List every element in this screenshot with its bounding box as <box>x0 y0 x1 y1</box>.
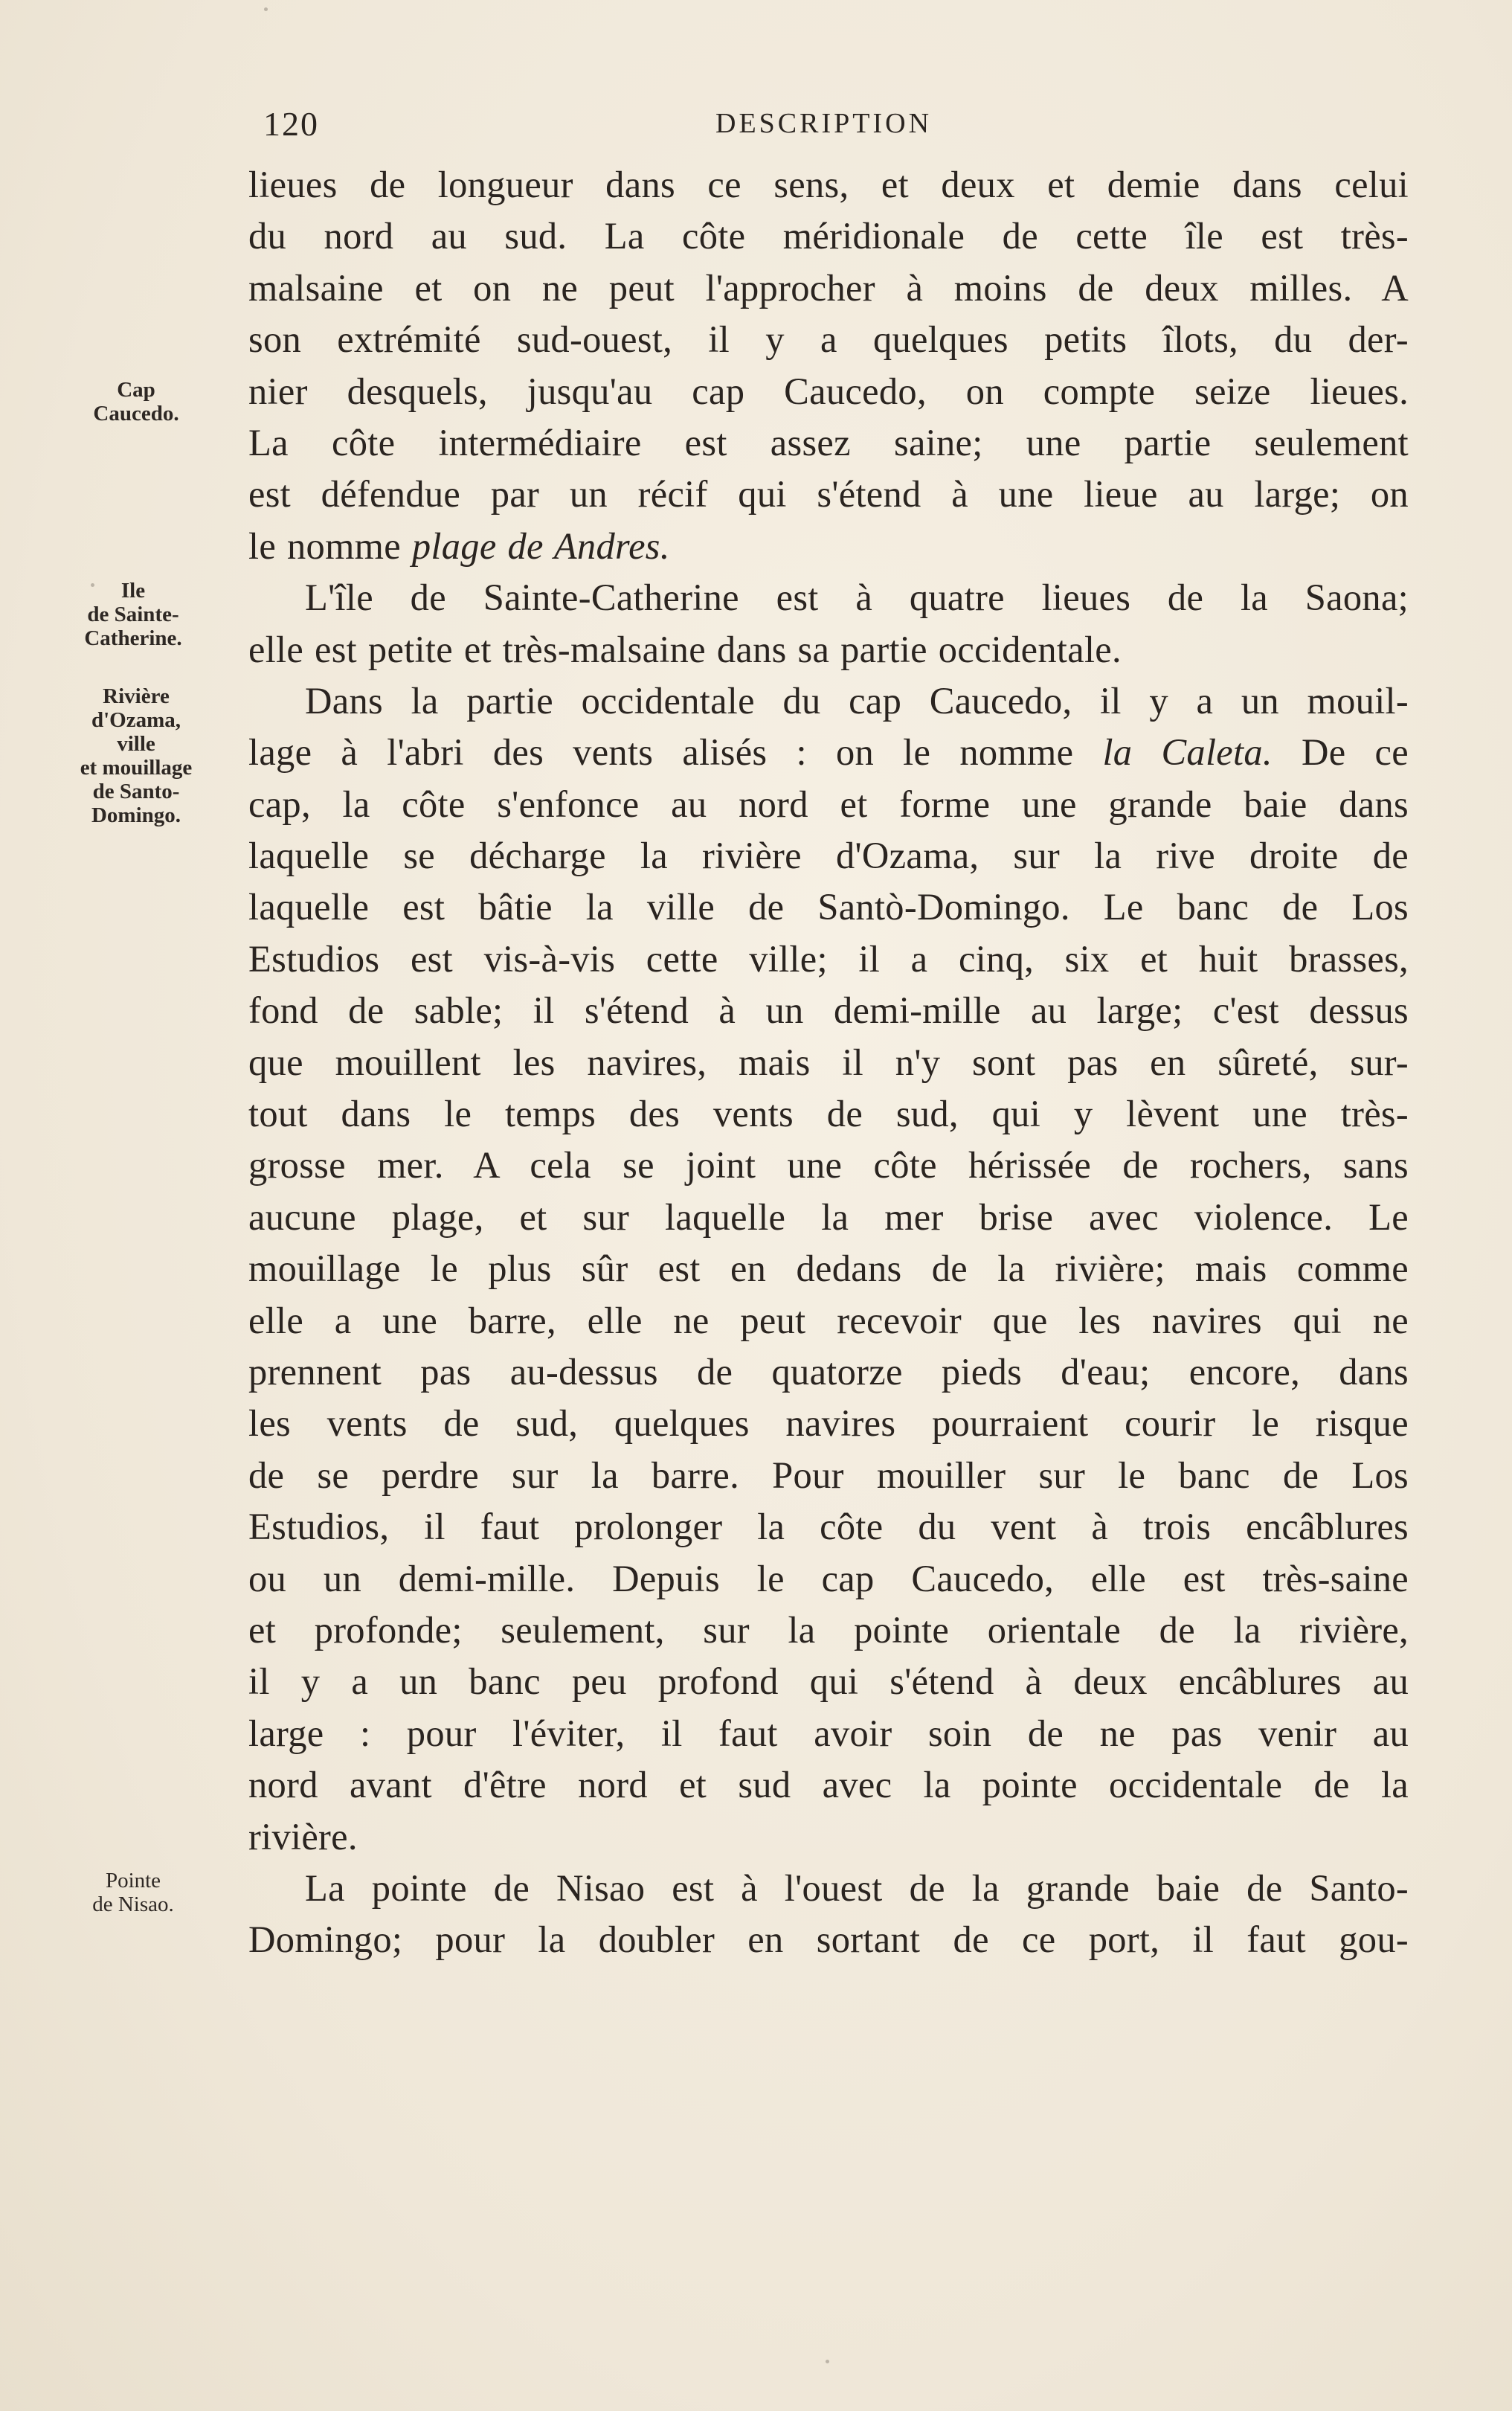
text-line: La côte intermédiaire est assez saine; une partie seulement <box>248 421 1409 463</box>
margin-note-ile-sainte-catherine <box>55 579 211 650</box>
italic-run: la Caleta. <box>1102 731 1273 774</box>
text-line: cap, la côte s'enfonce au nord et forme une grande baie dans <box>248 783 1409 825</box>
margin-note-line: Caucedo. <box>93 402 179 426</box>
text-line: est défendue par un récif qui s'étend à une lieue au large; on <box>248 473 1409 516</box>
text-run: lage à l'abri des vents alisés : on le nomme <box>248 731 1103 774</box>
text-run: De ce <box>1272 731 1409 774</box>
text-line: rivière. <box>248 1815 358 1858</box>
margin-note-line: ville <box>117 732 155 756</box>
margin-note-line: de Santo- <box>92 780 180 803</box>
text-line: Dans la partie occidentale du cap Caucedo, il y a un mouil- <box>305 679 1409 722</box>
text-line: que mouillent les navires, mais il n'y sont pas en sûreté, sur- <box>248 1041 1409 1083</box>
paper-speck <box>264 7 268 11</box>
text-line: ou un demi-mille. Depuis le cap Caucedo, elle est très-saine <box>248 1557 1409 1599</box>
text-line: laquelle se décharge la rivière d'Ozama, sur la rive droite de <box>248 835 1409 877</box>
margin-note-line: Domingo. <box>91 803 181 827</box>
italic-run: plage de Andres. <box>411 524 670 567</box>
text-line: Estudios est vis-à-vis cette ville; il a cinq, six et huit brasses, <box>248 937 1409 980</box>
margin-note-line: et mouillage <box>80 756 193 780</box>
text-line: son extrémité sud-ouest, il y a quelques petits îlots, du der- <box>248 318 1409 361</box>
margin-note-line: Rivière <box>103 684 170 708</box>
margin-note-pointe-nisao <box>55 1869 211 1916</box>
margin-note-line: Ile <box>120 579 146 603</box>
text-line: Domingo; pour la doubler en sortant de ce port, il faut gou- <box>248 1919 1409 1961</box>
text-line: fond de sable; il s'étend à un demi-mille au large; c'est dessus <box>248 989 1409 1032</box>
text-line: de se perdre sur la barre. Pour mouiller sur le banc de Los <box>248 1454 1409 1496</box>
text-line: les vents de sud, quelques navires pourraient courir le risque <box>248 1402 1409 1445</box>
text-line: mouillage le plus sûr est en dedans de la rivière; mais comme <box>248 1248 1409 1290</box>
paper-speck <box>826 2360 829 2363</box>
text-line: et profonde; seulement, sur la pointe orientale de la rivière, <box>248 1608 1409 1651</box>
margin-note-line: d'Ozama, <box>91 708 181 732</box>
text-line: Estudios, il faut prolonger la côte du vent à trois encâblures <box>248 1506 1409 1548</box>
text-line: il y a un banc peu profond qui s'étend à deux encâblures au <box>248 1660 1409 1703</box>
margin-note-line: de Sainte- <box>87 603 179 626</box>
text-line: nord avant d'être nord et sud avec la pointe occidentale de la <box>248 1764 1409 1806</box>
text-line: du nord au sud. La côte méridionale de cette île est très- <box>248 215 1409 257</box>
running-title: DESCRIPTION <box>715 108 933 139</box>
page-number: 120 <box>263 105 319 143</box>
text-line: La pointe de Nisao est à l'ouest de la grande baie de Santo- <box>305 1866 1409 1909</box>
paper-speck <box>91 583 94 587</box>
text-line: elle est petite et très-malsaine dans sa partie occidentale. <box>248 628 1122 670</box>
text-line: elle a une barre, elle ne peut recevoir que les navires qui ne <box>248 1299 1409 1341</box>
text-line: malsaine et on ne peut l'approcher à moins de deux milles. A <box>248 266 1409 309</box>
text-line: L'île de Sainte-Catherine est à quatre lieues de la Saona; <box>305 577 1409 619</box>
margin-note-line: Catherine. <box>84 626 182 650</box>
margin-note-cap-caucedo <box>58 378 214 426</box>
page-header <box>247 104 1407 149</box>
text-line: large : pour l'éviter, il faut avoir soin de ne pas venir au <box>248 1712 1409 1754</box>
text-line: tout dans le temps des vents de sud, qui y lèvent une très- <box>248 1093 1409 1135</box>
text-line: grosse mer. A cela se joint une côte hérissée de rochers, sans <box>248 1144 1409 1187</box>
text-line <box>248 521 1409 572</box>
margin-note-line: Pointe <box>105 1869 161 1892</box>
text-line: aucune plage, et sur laquelle la mer brise avec violence. Le <box>248 1195 1409 1238</box>
body-text <box>248 159 1409 1966</box>
text-line <box>248 727 1409 778</box>
margin-note-line: de Nisao. <box>92 1892 174 1916</box>
text-line: lieues de longueur dans ce sens, et deux et demie dans celui <box>248 164 1409 205</box>
margin-note-riviere-ozama <box>58 684 214 827</box>
text-line: prennent pas au-dessus de quatorze pieds d'eau; encore, dans <box>248 1350 1409 1393</box>
text-run: le nomme <box>248 524 412 567</box>
text-line: laquelle est bâtie la ville de Santò-Domingo. Le banc de Los <box>248 886 1409 928</box>
text-line: nier desquels, jusqu'au cap Caucedo, on compte seize lieues. <box>248 370 1409 412</box>
margin-note-line: Cap <box>117 378 155 402</box>
